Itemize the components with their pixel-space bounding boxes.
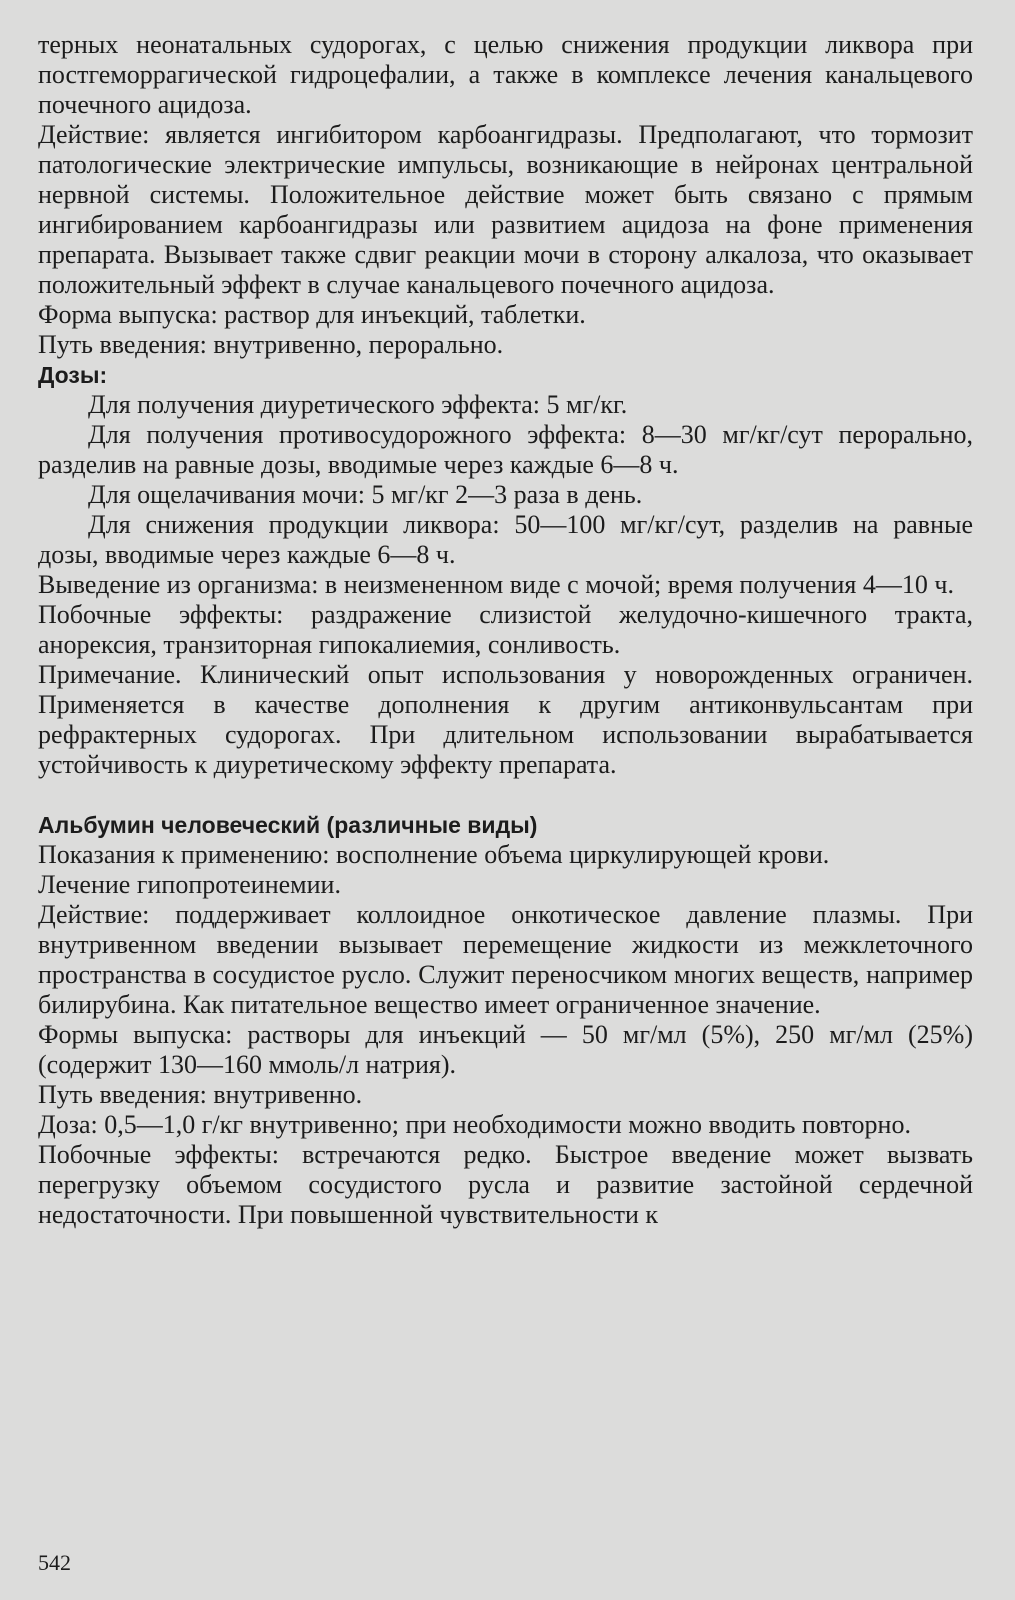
doses-heading: Дозы: bbox=[38, 362, 108, 388]
paragraph-route: Путь введения: внутривенно, перорально. bbox=[38, 330, 504, 359]
paragraph-note: Примечание. Клинический опыт использования у новорожденных ограничен. Применяется в качестве дополнения к другим антиконвульсантам при рефрактерных судорогах. При длительном использовании вырабатывается устойчивость к диуретическому эффекту препарата. bbox=[38, 660, 973, 779]
dose-csf-reduction: Для снижения продукции ликвора: 50—100 мг/кг/сут, разделив на равные дозы, вводимые через каждые 6—8 ч. bbox=[38, 510, 973, 569]
page-body bbox=[38, 30, 973, 1230]
paragraph-action: Действие: является ингибитором карбоангидразы. Предполагают, что тормозит патологические электрические импульсы, возникающие в нейронах центральной нервной системы. Положительное действие может быть связано с прямым ингибированием карбоангидразы или развитием ацидоза на фоне применения препарата. Вызывает также сдвиг реакции мочи в сторону алкалоза, что оказывает положительный эффект в случае канальцевого почечного ацидоза. bbox=[38, 120, 973, 299]
section-gap bbox=[38, 780, 973, 810]
dose-anticonvulsant: Для получения противосудорожного эффекта: 8—30 мг/кг/сут перорально, разделив на равные дозы, вводимые через каждые 6—8 ч. bbox=[38, 420, 973, 479]
paragraph-elimination: Выведение из организма: в неизмененном виде с мочой; время получения 4—10 ч. bbox=[38, 570, 954, 599]
dose-diuretic: Для получения диуретического эффекта: 5 мг/кг. bbox=[88, 390, 628, 419]
paragraph-dose: Доза: 0,5—1,0 г/кг внутривенно; при необходимости можно вводить повторно. bbox=[38, 1110, 911, 1139]
paragraph-indications-continued: терных неонатальных судорогах, с целью снижения продукции ликвора при постгеморрагической гидроцефалии, а также в комплексе лечения канальцевого почечного ацидоза. bbox=[38, 30, 973, 119]
paragraph-treatment: Лечение гипопротеинемии. bbox=[38, 870, 341, 899]
dose-alkalinization: Для ощелачивания мочи: 5 мг/кг 2—3 раза в день. bbox=[88, 480, 643, 509]
paragraph-side-effects: Побочные эффекты: раздражение слизистой желудочно-кишечного тракта, анорексия, транзиторная гипокалиемия, сонливость. bbox=[38, 600, 973, 659]
paragraph-release-form: Форма выпуска: раствор для инъекций, таблетки. bbox=[38, 300, 586, 329]
paragraph-release-forms: Формы выпуска: растворы для инъекций — 50 мг/мл (5%), 250 мг/мл (25%) (содержит 130—160 ммоль/л натрия). bbox=[38, 1020, 973, 1079]
paragraph-side-effects: Побочные эффекты: встречаются редко. Быстрое введение может вызвать перегрузку объемом сосудистого русла и развитие застойной сердечной недостаточности. При повышенной чувствительности к bbox=[38, 1140, 973, 1229]
paragraph-indications: Показания к применению: восполнение объема циркулирующей крови. bbox=[38, 840, 830, 869]
paragraph-action: Действие: поддерживает коллоидное онкотическое давление плазмы. При внутривенном введении вызывает перемещение жидкости из межклеточного пространства в сосудистое русло. Служит переносчиком многих веществ, например билирубина. Как питательное вещество имеет ограниченное значение. bbox=[38, 900, 973, 1019]
paragraph-route: Путь введения: внутривенно. bbox=[38, 1080, 363, 1109]
page-number: 542 bbox=[38, 1550, 71, 1575]
entry-title-albumin: Альбумин человеческий (различные виды) bbox=[38, 812, 538, 838]
